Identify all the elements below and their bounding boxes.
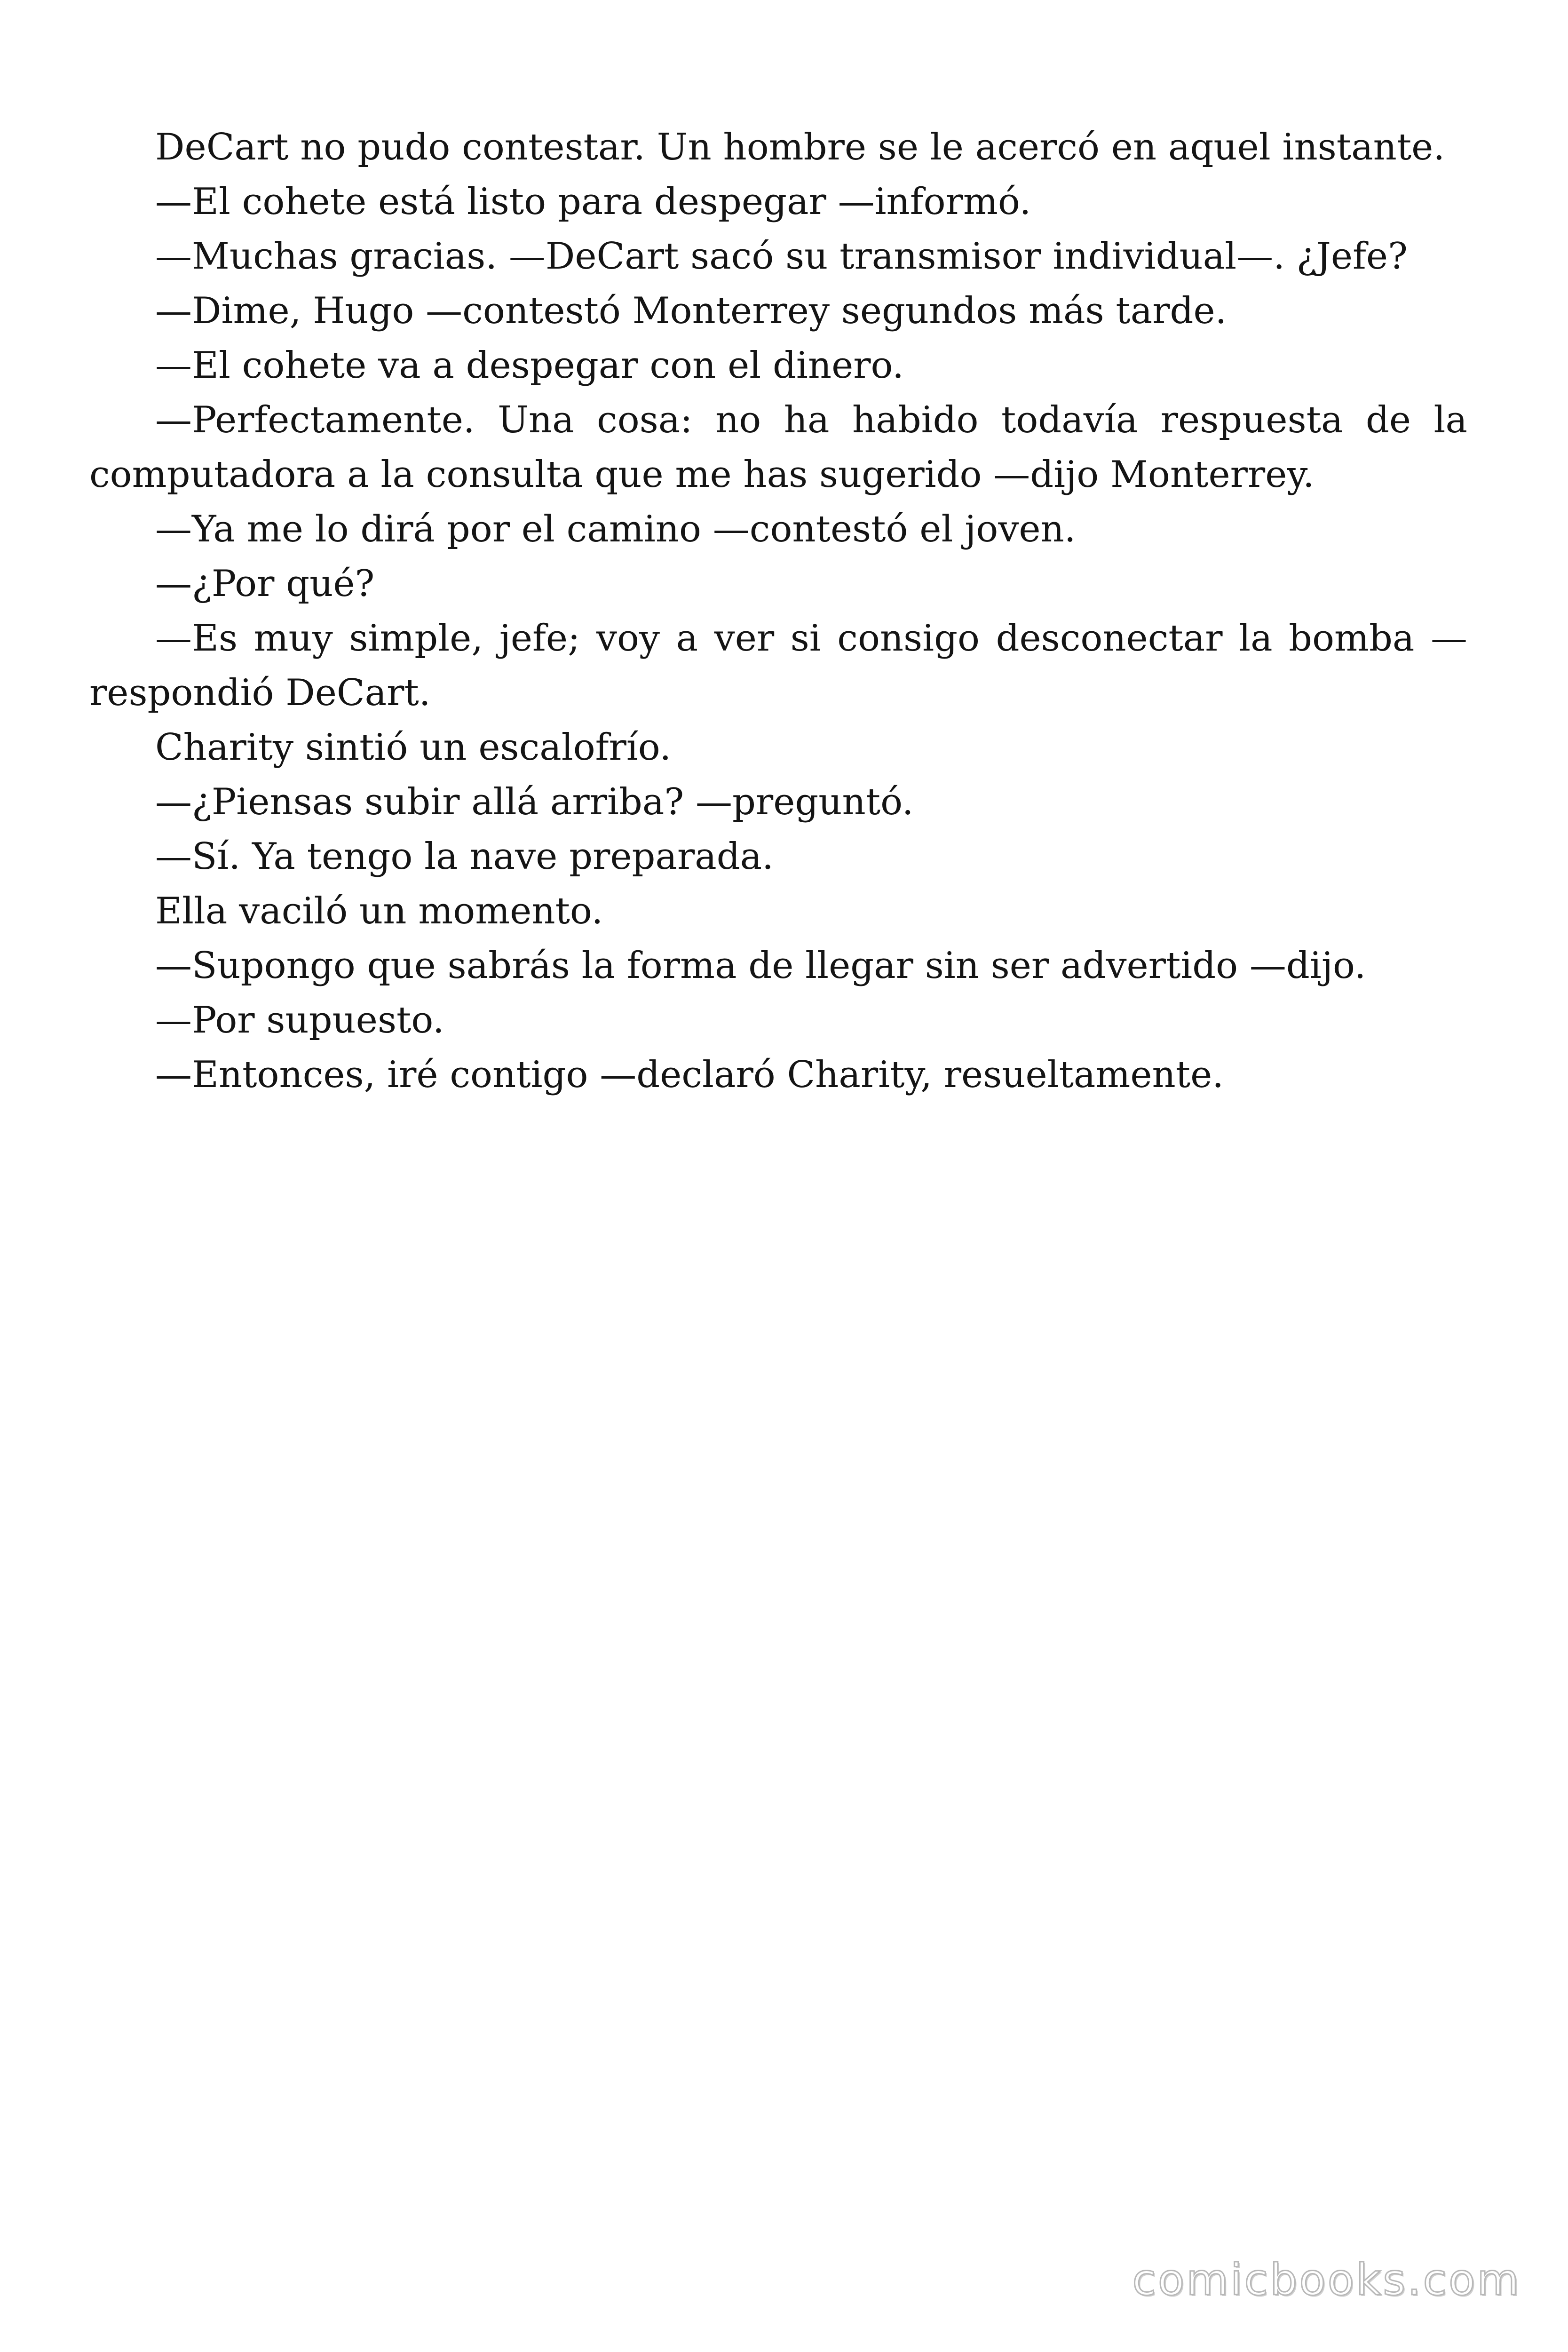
paragraph: —Muchas gracias. —DeCart sacó su transmisor individual—. ¿Jefe?: [155, 235, 1408, 278]
paragraph: —Ya me lo dirá por el camino —contestó el joven.: [155, 508, 1076, 550]
paragraph: —Sí. Ya tengo la nave preparada.: [155, 835, 774, 878]
paragraph: —Entonces, iré contigo —declaró Charity, resueltamente.: [155, 1054, 1224, 1096]
paragraph: —Supongo que sabrás la forma de llegar sin ser advertido —dijo.: [155, 945, 1366, 987]
paragraph: —El cohete va a despegar con el dinero.: [155, 344, 904, 387]
paragraph: Charity sintió un escalofrío.: [155, 726, 672, 769]
paragraph: —Por supuesto.: [155, 999, 444, 1041]
paragraph: —Dime, Hugo —contestó Monterrey segundos más tarde.: [155, 290, 1227, 332]
paragraph: —Es muy simple, jefe; voy a ver si consigo desconectar la bomba —respondió DeCart.: [89, 617, 1467, 714]
paragraph: —¿Piensas subir allá arriba? —preguntó.: [155, 781, 914, 823]
paragraph: DeCart no pudo contestar. Un hombre se le acercó en aquel instante.: [155, 126, 1445, 168]
paragraph: Ella vaciló un momento.: [155, 890, 603, 932]
paragraph: —¿Por qué?: [155, 563, 375, 605]
paragraph: —Perfectamente. Una cosa: no ha habido todavía respuesta de la computadora a la consulta que me has sugerido —dijo Monterrey.: [89, 399, 1467, 496]
paragraph: —El cohete está listo para despegar —informó.: [155, 181, 1031, 223]
body-text: [89, 120, 1467, 1102]
watermark: comicbooks.com: [1132, 2255, 1521, 2305]
